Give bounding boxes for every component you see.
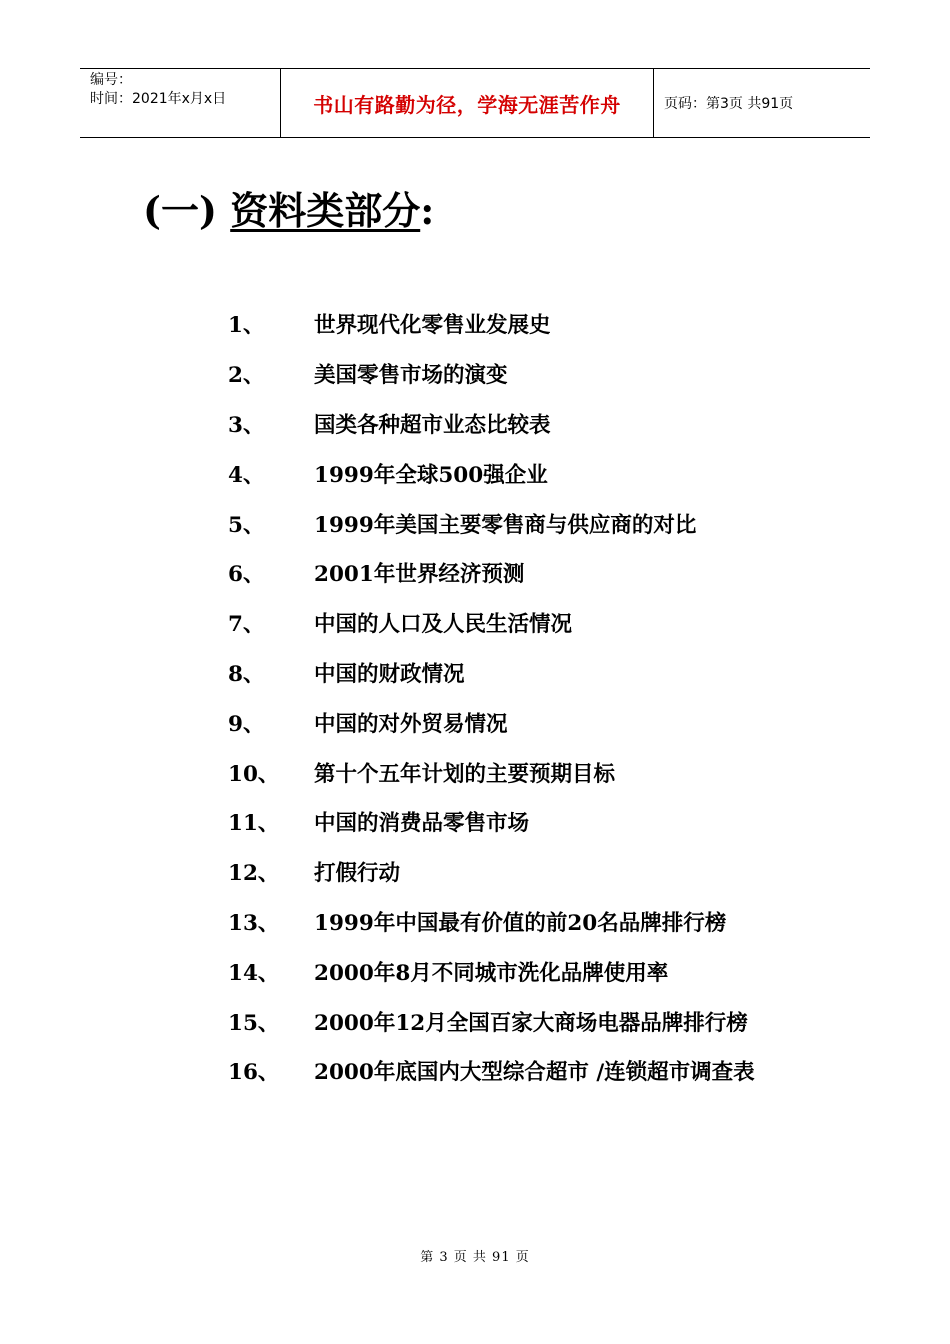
item-text: 2001年世界经济预测 [314,562,525,588]
motto-text: 书山有路勤为径，学海无涯苦作舟 [313,92,621,117]
list-item [228,448,888,498]
item-number: 7、 [228,612,265,638]
item-number: 1、 [228,313,265,339]
item-number: 2、 [228,363,265,389]
list-item [228,946,888,996]
list-item [228,349,888,399]
item-number: 5、 [228,512,265,538]
item-number: 3、 [228,412,265,438]
page-code: 页码：第3页 共91页 [664,96,794,112]
list-item [228,897,888,947]
contents-list [228,299,888,1096]
section-title [143,180,434,235]
list-item [228,747,888,797]
section-title-suffix: : [420,188,435,233]
section-title-prefix: (一) [143,188,231,233]
item-number: 4、 [228,462,265,488]
section-title-main: 资料类部分 [230,188,421,233]
item-number: 12、 [228,861,280,887]
item-text: 世界现代化零售业发展史 [314,313,551,339]
item-text: 中国的对外贸易情况 [314,711,508,737]
list-item [228,847,888,897]
item-text: 2000年底国内大型综合超市 /连锁超市调查表 [314,1060,755,1086]
item-text: 2000年8月不同城市洗化品牌使用率 [314,960,669,986]
list-item [228,697,888,747]
list-item [228,299,888,349]
header-meta-cell [80,69,281,137]
item-number: 9、 [228,711,265,737]
item-number: 15、 [228,1010,280,1036]
page-header [80,68,870,138]
item-text: 国类各种超市业态比较表 [314,412,551,438]
list-item [228,548,888,598]
serial-label: 编号： [90,72,132,88]
header-motto-cell [281,69,654,137]
item-text: 1999年全球500强企业 [314,462,548,488]
item-text: 中国的财政情况 [314,661,465,687]
item-text: 中国的人口及人民生活情况 [314,612,573,638]
item-number: 8、 [228,661,265,687]
item-text: 打假行动 [314,861,401,887]
item-text: 1999年中国最有价值的前20名品牌排行榜 [314,910,727,936]
list-item [228,648,888,698]
list-item [228,598,888,648]
footer-page-number: 第 3 页 共 91 页 [420,1250,530,1265]
list-item [228,498,888,548]
item-text: 中国的消费品零售市场 [314,811,530,837]
item-number: 13、 [228,910,280,936]
item-number: 10、 [228,761,280,787]
item-number: 14、 [228,960,280,986]
time-label: 时间：2021年x月x日 [90,91,227,107]
item-text: 美国零售市场的演变 [314,363,508,389]
item-number: 11、 [228,811,280,837]
item-text: 第十个五年计划的主要预期目标 [314,761,616,787]
item-number: 6、 [228,562,265,588]
list-item [228,1046,888,1096]
header-page-cell [654,69,870,137]
list-item [228,797,888,847]
item-text: 1999年美国主要零售商与供应商的对比 [314,512,697,538]
item-number: 16、 [228,1060,280,1086]
item-text: 2000年12月全国百家大商场电器品牌排行榜 [314,1010,748,1036]
page-footer [0,1246,950,1265]
list-item [228,399,888,449]
list-item [228,996,888,1046]
